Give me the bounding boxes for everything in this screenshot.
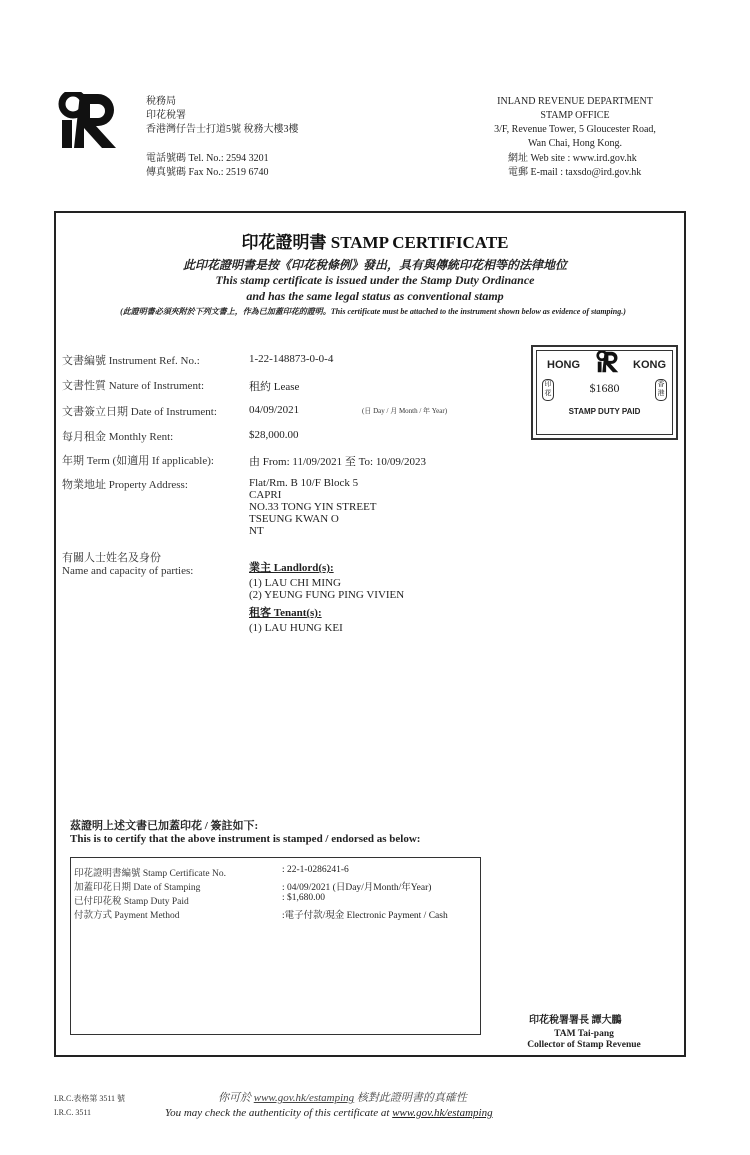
verify-link-cn[interactable]: www.gov.hk/estamping [253, 1092, 355, 1104]
stamp-side-right: 香港 [655, 379, 667, 401]
rent-value: $28,000.00 [249, 429, 299, 441]
parties-label-en: Name and capacity of parties: [62, 565, 194, 577]
header-address-en [475, 95, 675, 151]
verify-link-en[interactable]: www.gov.hk/estamping [392, 1107, 493, 1119]
header-office-en: STAMP OFFICE [540, 110, 610, 121]
header-fax: 傳真號碼 Fax No.: 2519 6740 [146, 167, 269, 178]
stamp-hong-text: HONG [547, 359, 580, 371]
signature-title-cn: 印花稅署署長 譚大鵬 [529, 1015, 622, 1026]
header-address-cn [146, 95, 299, 137]
address-line: Flat/Rm. B 10/F Block 5 [249, 477, 359, 489]
parties-label-cn: 有關人士姓名及身份 [62, 552, 161, 564]
ref-value: 1-22-148873-0-0-4 [249, 353, 334, 365]
signature-block [520, 1029, 648, 1051]
certificate-subtitle-en-2: and has the same legal status as conventional stamp [246, 289, 504, 303]
header-phone-block [146, 152, 269, 180]
certify-line-en: This is to certify that the above instrument is stamped / endorsed as below: [70, 833, 421, 845]
date-value: 04/09/2021 [249, 404, 300, 416]
form-code-en: I.R.C. 3511 [54, 1108, 92, 1117]
verify-note-cn-suffix: 核對此證明書的真確性 [354, 1092, 467, 1104]
signature-title-en: Collector of Stamp Revenue [527, 1040, 641, 1050]
ird-logo-icon [58, 92, 120, 150]
verify-note-en-prefix: You may check the authenticity of this certificate at [165, 1107, 393, 1119]
payment-method-value: :電子付款/現金 Electronic Payment / Cash [282, 911, 448, 921]
certificate-title: 印花證明書 STAMP CERTIFICATE [241, 233, 509, 252]
header-tel: 電話號碼 Tel. No.: 2594 3201 [146, 153, 269, 164]
verify-note-cn-prefix: 你可於 [218, 1092, 254, 1104]
address-line: NT [249, 525, 264, 537]
header-street-cn: 香港灣仔告士打道5號 稅務大樓3樓 [146, 124, 299, 135]
header-web-block [508, 152, 641, 180]
verify-note-cn [218, 1089, 467, 1105]
parties-label [62, 552, 193, 578]
date-label: 文書簽立日期 Date of Instrument: [62, 406, 217, 418]
header-dept-en: INLAND REVENUE DEPARTMENT [497, 96, 653, 107]
address-line: NO.33 TONG YIN STREET [249, 501, 377, 513]
nature-value: 租約 Lease [249, 381, 300, 393]
term-label: 年期 Term (如適用 If applicable): [62, 455, 214, 467]
payment-method-label: 付款方式 Payment Method [74, 911, 180, 921]
stamp-side-left: 印花 [542, 379, 554, 401]
header-office-cn: 印花稅署 [146, 110, 186, 121]
header-website: 網址 Web site : www.ird.gov.hk [508, 153, 637, 164]
landlord-item: (1) LAU CHI MING [249, 577, 341, 589]
cert-no-value: : 22-1-0286241-6 [282, 865, 349, 875]
cert-no-label: 印花證明書編號 Stamp Certificate No. [74, 869, 226, 879]
stamp-kong-text: KONG [633, 359, 666, 371]
duty-paid-label: 已付印花稅 Stamp Duty Paid [74, 897, 189, 907]
address-value [249, 477, 377, 537]
term-value: 由 From: 11/09/2021 至 To: 10/09/2023 [249, 456, 426, 468]
certificate-subtitle-en-1: This stamp certificate is issued under the Stamp Duty Ordinance [215, 273, 535, 287]
header-dept-cn: 稅務局 [146, 96, 176, 107]
landlord-list [249, 577, 404, 601]
certificate-subtitle-cn: 此印花證明書是按《印花稅條例》發出，具有與傳統印花相等的法律地位 [182, 258, 567, 272]
stamp-amount: $1680 [589, 381, 620, 395]
tenant-role: 租客 Tenant(s): [249, 607, 322, 619]
stamp-date-label: 加蓋印花日期 Date of Stamping [74, 883, 201, 893]
date-format-note: (日 Day / 月 Month / 年 Year) [362, 407, 448, 415]
ref-label: 文書編號 Instrument Ref. No.: [62, 355, 200, 367]
header-street-en: 3/F, Revenue Tower, 5 Gloucester Road, [494, 124, 656, 135]
nature-label: 文書性質 Nature of Instrument: [62, 380, 205, 392]
stamp-paid-text: STAMP DUTY PAID [568, 407, 641, 416]
stamp-duty-seal [531, 345, 678, 440]
landlord-role: 業主 Landlord(s): [249, 562, 334, 574]
certificate-attach-note: (此證明書必須夾附於下列文書上，作為已加蓋印花的證明。This certificate must be attached to the instrument shown below as evidence of stamping.) [120, 307, 626, 316]
certify-line-cn: 茲證明上述文書已加蓋印花 / 簽註如下: [70, 820, 259, 832]
landlord-item: (2) YEUNG FUNG PING VIVIEN [249, 589, 405, 601]
address-label: 物業地址 Property Address: [62, 479, 188, 491]
header-city-en: Wan Chai, Hong Kong. [528, 138, 622, 149]
address-line: TSEUNG KWAN O [249, 513, 339, 525]
header-email: 電郵 E-mail : taxsdo@ird.gov.hk [508, 167, 642, 178]
rent-label: 每月租金 Monthly Rent: [62, 431, 174, 443]
stamp-date-value: : 04/09/2021 (日Day/月Month/年Year) [282, 883, 432, 893]
signature-name: TAM Tai-pang [554, 1029, 614, 1039]
stamp-ird-logo-icon [595, 351, 621, 373]
tenant-item: (1) LAU HUNG KEI [249, 622, 343, 634]
verify-note-en [165, 1107, 493, 1119]
form-code-cn: I.R.C.表格第 3511 號 [54, 1094, 126, 1103]
duty-paid-value: : $1,680.00 [282, 893, 326, 903]
address-line: CAPRI [249, 489, 282, 501]
stamp-inner-border [536, 350, 673, 435]
